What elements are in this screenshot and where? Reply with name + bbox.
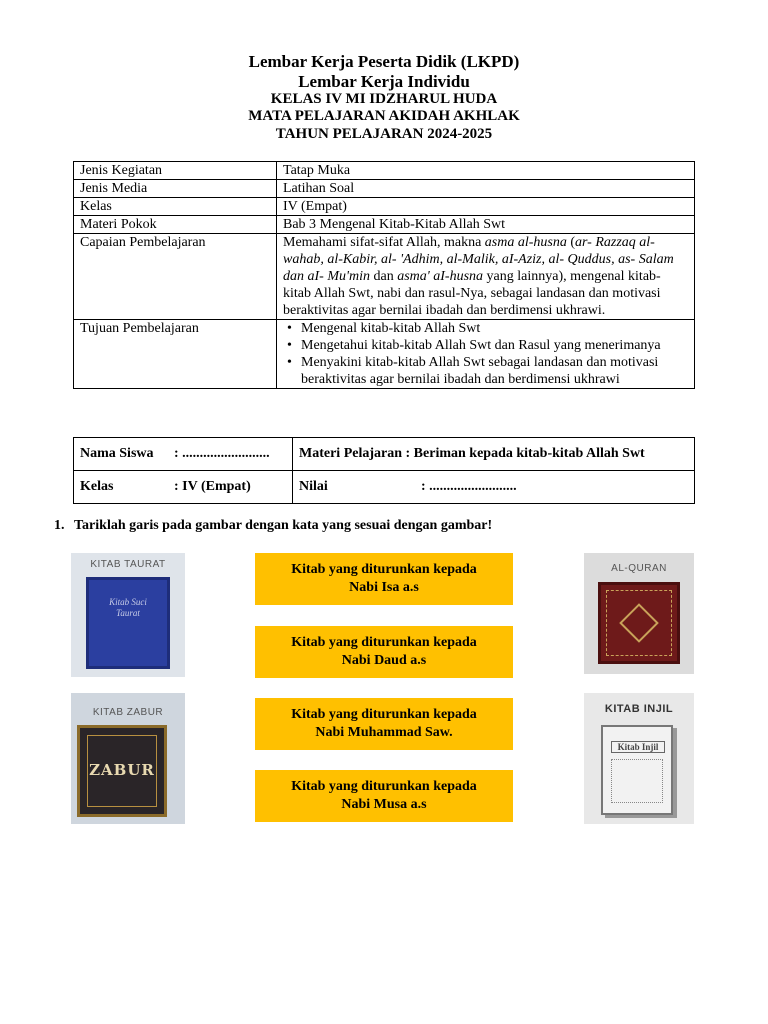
injil-book-icon [601, 725, 673, 815]
table-row [74, 180, 695, 198]
class-label: Kelas [80, 479, 114, 494]
list-item: • Mengenal kitab-kitab Allah Swt [297, 320, 688, 337]
taurat-cover-text: Kitab Suci Taurat [109, 597, 147, 618]
page-header [0, 52, 768, 143]
info-label: Tujuan Pembelajaran [74, 320, 277, 389]
score-cell[interactable] [293, 471, 695, 504]
info-label: Jenis Media [74, 180, 277, 198]
table-row [74, 198, 695, 216]
injil-caption: KITAB INJIL [604, 703, 674, 715]
box-line1: Kitab yang diturunkan kepada [291, 562, 477, 577]
zabur-book-icon [77, 725, 167, 817]
year-line: TAHUN PELAJARAN 2024-2025 [275, 125, 493, 142]
subject-line: MATA PELAJARAN AKIDAH AKHLAK [248, 108, 520, 125]
score-label: Nilai [299, 479, 328, 494]
tujuan-list [283, 320, 688, 388]
answer-box-isa[interactable] [255, 553, 513, 605]
list-item: • Menyakini kitab-kitab Allah Swt sebagai landasan dan motivasi beraktivitas agar bernilai ibadah dan berdimensi ukhrawi [297, 354, 688, 388]
answer-box-musa[interactable] [255, 770, 513, 822]
quran-book-icon [598, 582, 680, 664]
question-number: 1. [54, 518, 65, 533]
answer-box-muhammad[interactable] [255, 698, 513, 750]
injil-image[interactable] [584, 693, 694, 824]
info-value: Latihan Soal [277, 180, 695, 198]
taurat-caption: KITAB TAURAT [90, 559, 166, 570]
box-line2: Nabi Muhammad Saw. [315, 725, 453, 740]
box-line1: Kitab yang diturunkan kepada [291, 779, 477, 794]
name-blank: : ......................... [174, 446, 270, 461]
table-row [74, 438, 695, 471]
quran-cover-border [606, 590, 672, 656]
table-row [74, 471, 695, 504]
class-line: KELAS IV MI IDZHARUL HUDA [270, 91, 498, 108]
question-text: Tariklah garis pada gambar dengan kata yang sesuai dengan gambar! [74, 518, 493, 533]
class-cell [74, 471, 293, 504]
table-row [74, 320, 695, 389]
info-value: Bab 3 Mengenal Kitab-Kitab Allah Swt [277, 216, 695, 234]
box-line1: Kitab yang diturunkan kepada [291, 635, 477, 650]
box-line1: Kitab yang diturunkan kepada [291, 707, 477, 722]
info-value: IV (Empat) [277, 198, 695, 216]
zabur-image[interactable] [71, 693, 185, 824]
injil-cover-pattern [611, 759, 663, 803]
box-line2: Nabi Isa a.s [349, 580, 419, 595]
box-line2: Nabi Musa a.s [341, 797, 427, 812]
table-row [74, 162, 695, 180]
student-identity-table [73, 437, 695, 504]
subject-cell: Materi Pelajaran : Beriman kepada kitab-kitab Allah Swt [293, 438, 695, 471]
taurat-book-icon [86, 577, 170, 669]
info-label: Materi Pokok [74, 216, 277, 234]
name-label: Nama Siswa [80, 446, 154, 461]
info-label: Kelas [74, 198, 277, 216]
taurat-image[interactable] [71, 553, 185, 677]
class-value: : IV (Empat) [174, 479, 251, 494]
table-row [74, 234, 695, 320]
box-line2: Nabi Daud a.s [341, 653, 427, 668]
quran-caption: AL-QURAN [611, 563, 667, 574]
info-value: Tatap Muka [277, 162, 695, 180]
info-label: Jenis Kegiatan [74, 162, 277, 180]
answer-box-daud[interactable] [255, 626, 513, 678]
zabur-cover-text: ZABUR [89, 761, 155, 779]
table-row [74, 216, 695, 234]
title-individual: Lembar Kerja Individu [298, 71, 470, 91]
score-blank: : ......................... [421, 479, 517, 494]
title-lkpd: Lembar Kerja Peserta Didik (LKPD) [248, 52, 520, 71]
capaian-text: Memahami sifat-sifat Allah, makna asma al-husna (ar- Razzaq al-wahab, al-Kabir, al- 'Adhim, al-Malik, aI-Aziz, al- Quddus, as- Salam dan aI- Mu'min dan asma' aI-husna yang lainnya), mengenal kitab-kitab Allah Swt, nabi dan rasul-Nya, sebagai landasan dan motivasi beraktivitas agar bernilai ibadah dan berdimensi ukhrawi. [277, 234, 695, 320]
injil-cover-text: Kitab Injil [611, 741, 665, 753]
tujuan-list-cell [277, 320, 695, 389]
info-label: Capaian Pembelajaran [74, 234, 277, 320]
zabur-caption: KITAB ZABUR [92, 707, 164, 718]
quran-image[interactable] [584, 553, 694, 674]
list-item: • Mengetahui kitab-kitab Allah Swt dan Rasul yang menerimanya [297, 337, 688, 354]
info-table [73, 161, 695, 389]
question-1 [54, 518, 492, 534]
name-cell[interactable] [74, 438, 293, 471]
